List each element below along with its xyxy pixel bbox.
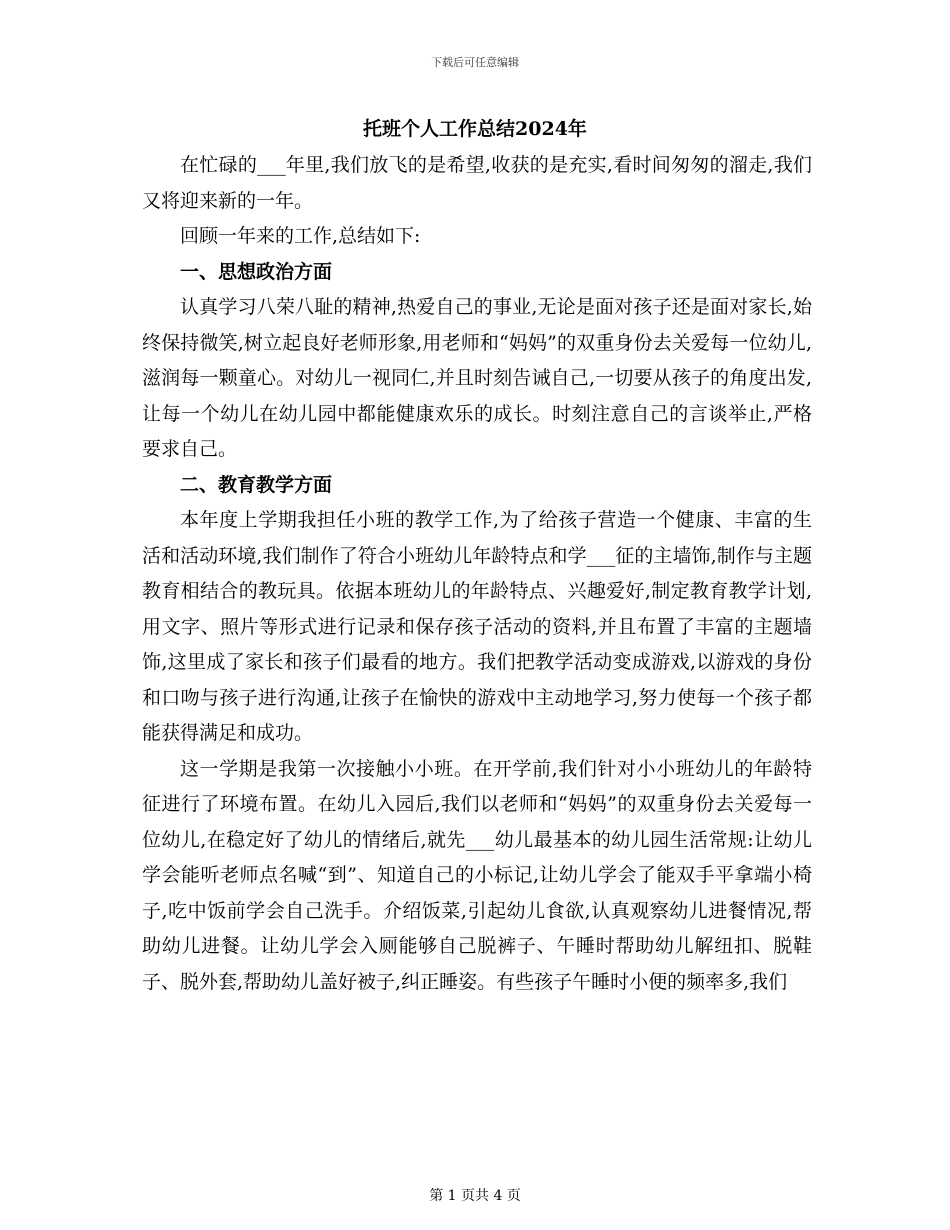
section-heading-teaching: 二、教育教学方面 [180,473,333,496]
paragraph-nursery: 这一学期是我第一次接触小小班。在开学前,我们针对小小班幼儿的年龄特征进行了环境布置。在幼儿入园后,我们以老师和“妈妈”的双重身份去关爱每一位幼儿,在稳定好了幼儿的情绪后,就先___幼儿最基本的幼儿园生活常规:让幼儿学会能听老师点名喊“到”、知道自己的小标记,让幼儿学会了能双手平拿端小椅子,吃中饭前学会自己洗手。介绍饭菜,引起幼儿食欲,认真观察幼儿进餐情况,帮助幼儿进餐。让幼儿学会入厕能够自己脱裤子、午睡时帮助幼儿解纽扣、脱鞋子、脱外套,帮助幼儿盖好被子,纠正睡姿。有些孩子午睡时小便的频率多,我们 [142,757,812,993]
document-title: 托班个人工作总结2024年 [363,118,587,140]
paragraph-intro: 在忙碌的___年里,我们放飞的是希望,收获的是充实,看时间匆匆的溜走,我们又将迎来新的一年。 [142,154,812,212]
paragraph-teaching: 本年度上学期我担任小班的教学工作,为了给孩子营造一个健康、丰富的生活和活动环境,我们制作了符合小班幼儿年龄特点和学___征的主墙饰,制作与主题教育相结合的教玩具。依据本班幼儿的年龄特点、兴趣爱好,制定教育教学计划,用文字、照片等形式进行记录和保存孩子活动的资料,并且布置了丰富的主题墙饰,这里成了家长和孩子们最看的地方。我们把教学活动变成游戏,以游戏的身份和口吻与孩子进行沟通,让孩子在愉快的游戏中主动地学习,努力使每一个孩子都能获得满足和成功。 [142,509,812,744]
page-number: 第 1 页共 4 页 [429,1188,521,1204]
header-note: 下载后可任意编辑 [431,56,519,69]
section-heading-ideology: 一、思想政治方面 [180,260,333,283]
paragraph-ideology: 认真学习八荣八耻的精神,热爱自己的事业,无论是面对孩子还是面对家长,始终保持微笑,树立起良好老师形象,用老师和“妈妈”的双重身份去关爱每一位幼儿,滋润每一颗童心。对幼儿一视同仁,并且时刻告诫自己,一切要从孩子的角度出发,让每一个幼儿在幼儿园中都能健康欢乐的成长。时刻注意自己的言谈举止,严格要求自己。 [142,296,812,460]
paragraph-review: 回顾一年来的工作,总结如下: [180,225,421,247]
document-body [142,148,812,1000]
